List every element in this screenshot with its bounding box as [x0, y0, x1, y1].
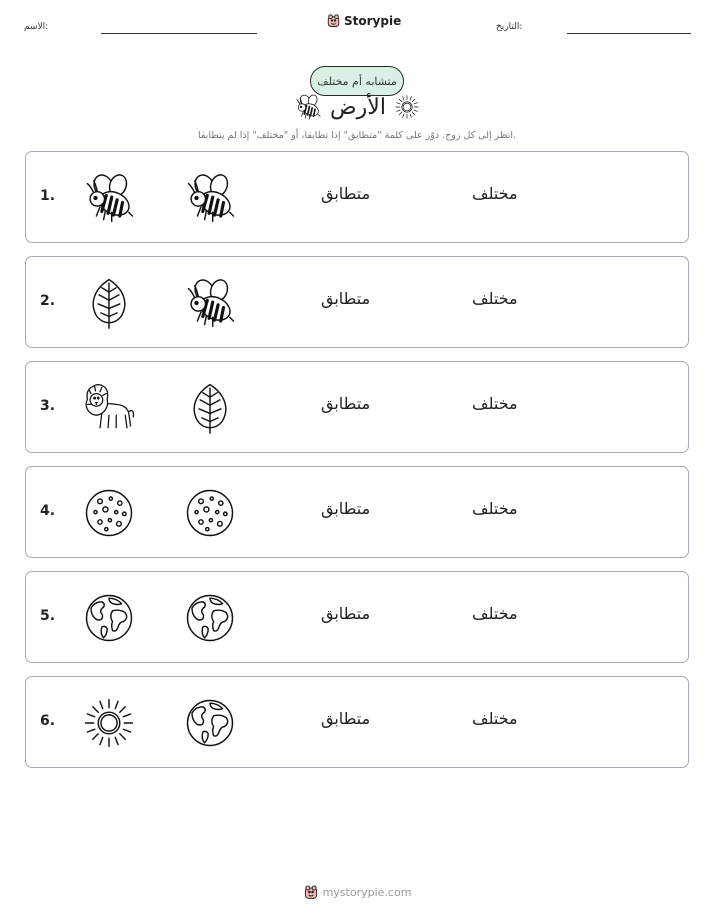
same-choice[interactable]: متطابق [321, 289, 371, 308]
sun-icon [82, 696, 136, 750]
same-choice[interactable]: متطابق [321, 394, 371, 413]
different-choice[interactable]: مختلف [472, 499, 518, 518]
footer-url[interactable]: mystorypie.com [322, 885, 412, 899]
date-label: التاريخ: [496, 22, 523, 32]
same-choice[interactable]: متطابق [321, 709, 371, 728]
different-choice[interactable]: مختلف [472, 289, 518, 308]
same-choice[interactable]: متطابق [321, 499, 371, 518]
date-line[interactable] [567, 33, 691, 34]
storypie-mascot-icon [303, 884, 319, 900]
bee-icon [294, 93, 322, 121]
same-choice[interactable]: متطابق [321, 184, 371, 203]
moon-icon [82, 486, 136, 540]
row-number: 3. [40, 398, 56, 414]
earth-icon [183, 696, 237, 750]
same-choice[interactable]: متطابق [321, 604, 371, 623]
earth-icon [183, 591, 237, 645]
bee-icon [183, 171, 237, 225]
question-row-6 [25, 676, 689, 768]
row-number: 4. [40, 503, 56, 519]
question-row-5 [25, 571, 689, 663]
bee-icon [82, 171, 136, 225]
question-row-4 [25, 466, 689, 558]
footer [0, 884, 714, 900]
instruction-text: انظر إلى كل زوج. دوّر على كلمة "متطابق" إذا تطابقا، أو "مختلف" إذا لم يتطابقا. [197, 130, 516, 141]
page-title [0, 93, 714, 125]
row-number: 1. [40, 188, 56, 204]
sun-icon [394, 94, 420, 120]
different-choice[interactable]: مختلف [472, 709, 518, 728]
earth-icon [82, 591, 136, 645]
row-number: 2. [40, 293, 56, 309]
different-choice[interactable]: مختلف [472, 184, 518, 203]
question-row-2 [25, 256, 689, 348]
row-number: 5. [40, 608, 56, 624]
moon-icon [183, 486, 237, 540]
title-text: الأرض [330, 94, 386, 120]
question-row-1 [25, 151, 689, 243]
leaf-icon [82, 276, 136, 330]
storypie-mascot-icon [326, 13, 341, 28]
name-label: الاسم: [24, 22, 49, 32]
name-line[interactable] [101, 33, 257, 34]
bee-icon [183, 276, 237, 330]
activity-badge: متشابه أم مختلف [310, 66, 404, 96]
brand-name: Storypie [344, 13, 402, 28]
question-row-3 [25, 361, 689, 453]
row-number: 6. [40, 713, 56, 729]
leaf-icon [183, 381, 237, 435]
different-choice[interactable]: مختلف [472, 394, 518, 413]
different-choice[interactable]: مختلف [472, 604, 518, 623]
lion-icon [82, 381, 136, 435]
brand-logo [326, 13, 401, 28]
